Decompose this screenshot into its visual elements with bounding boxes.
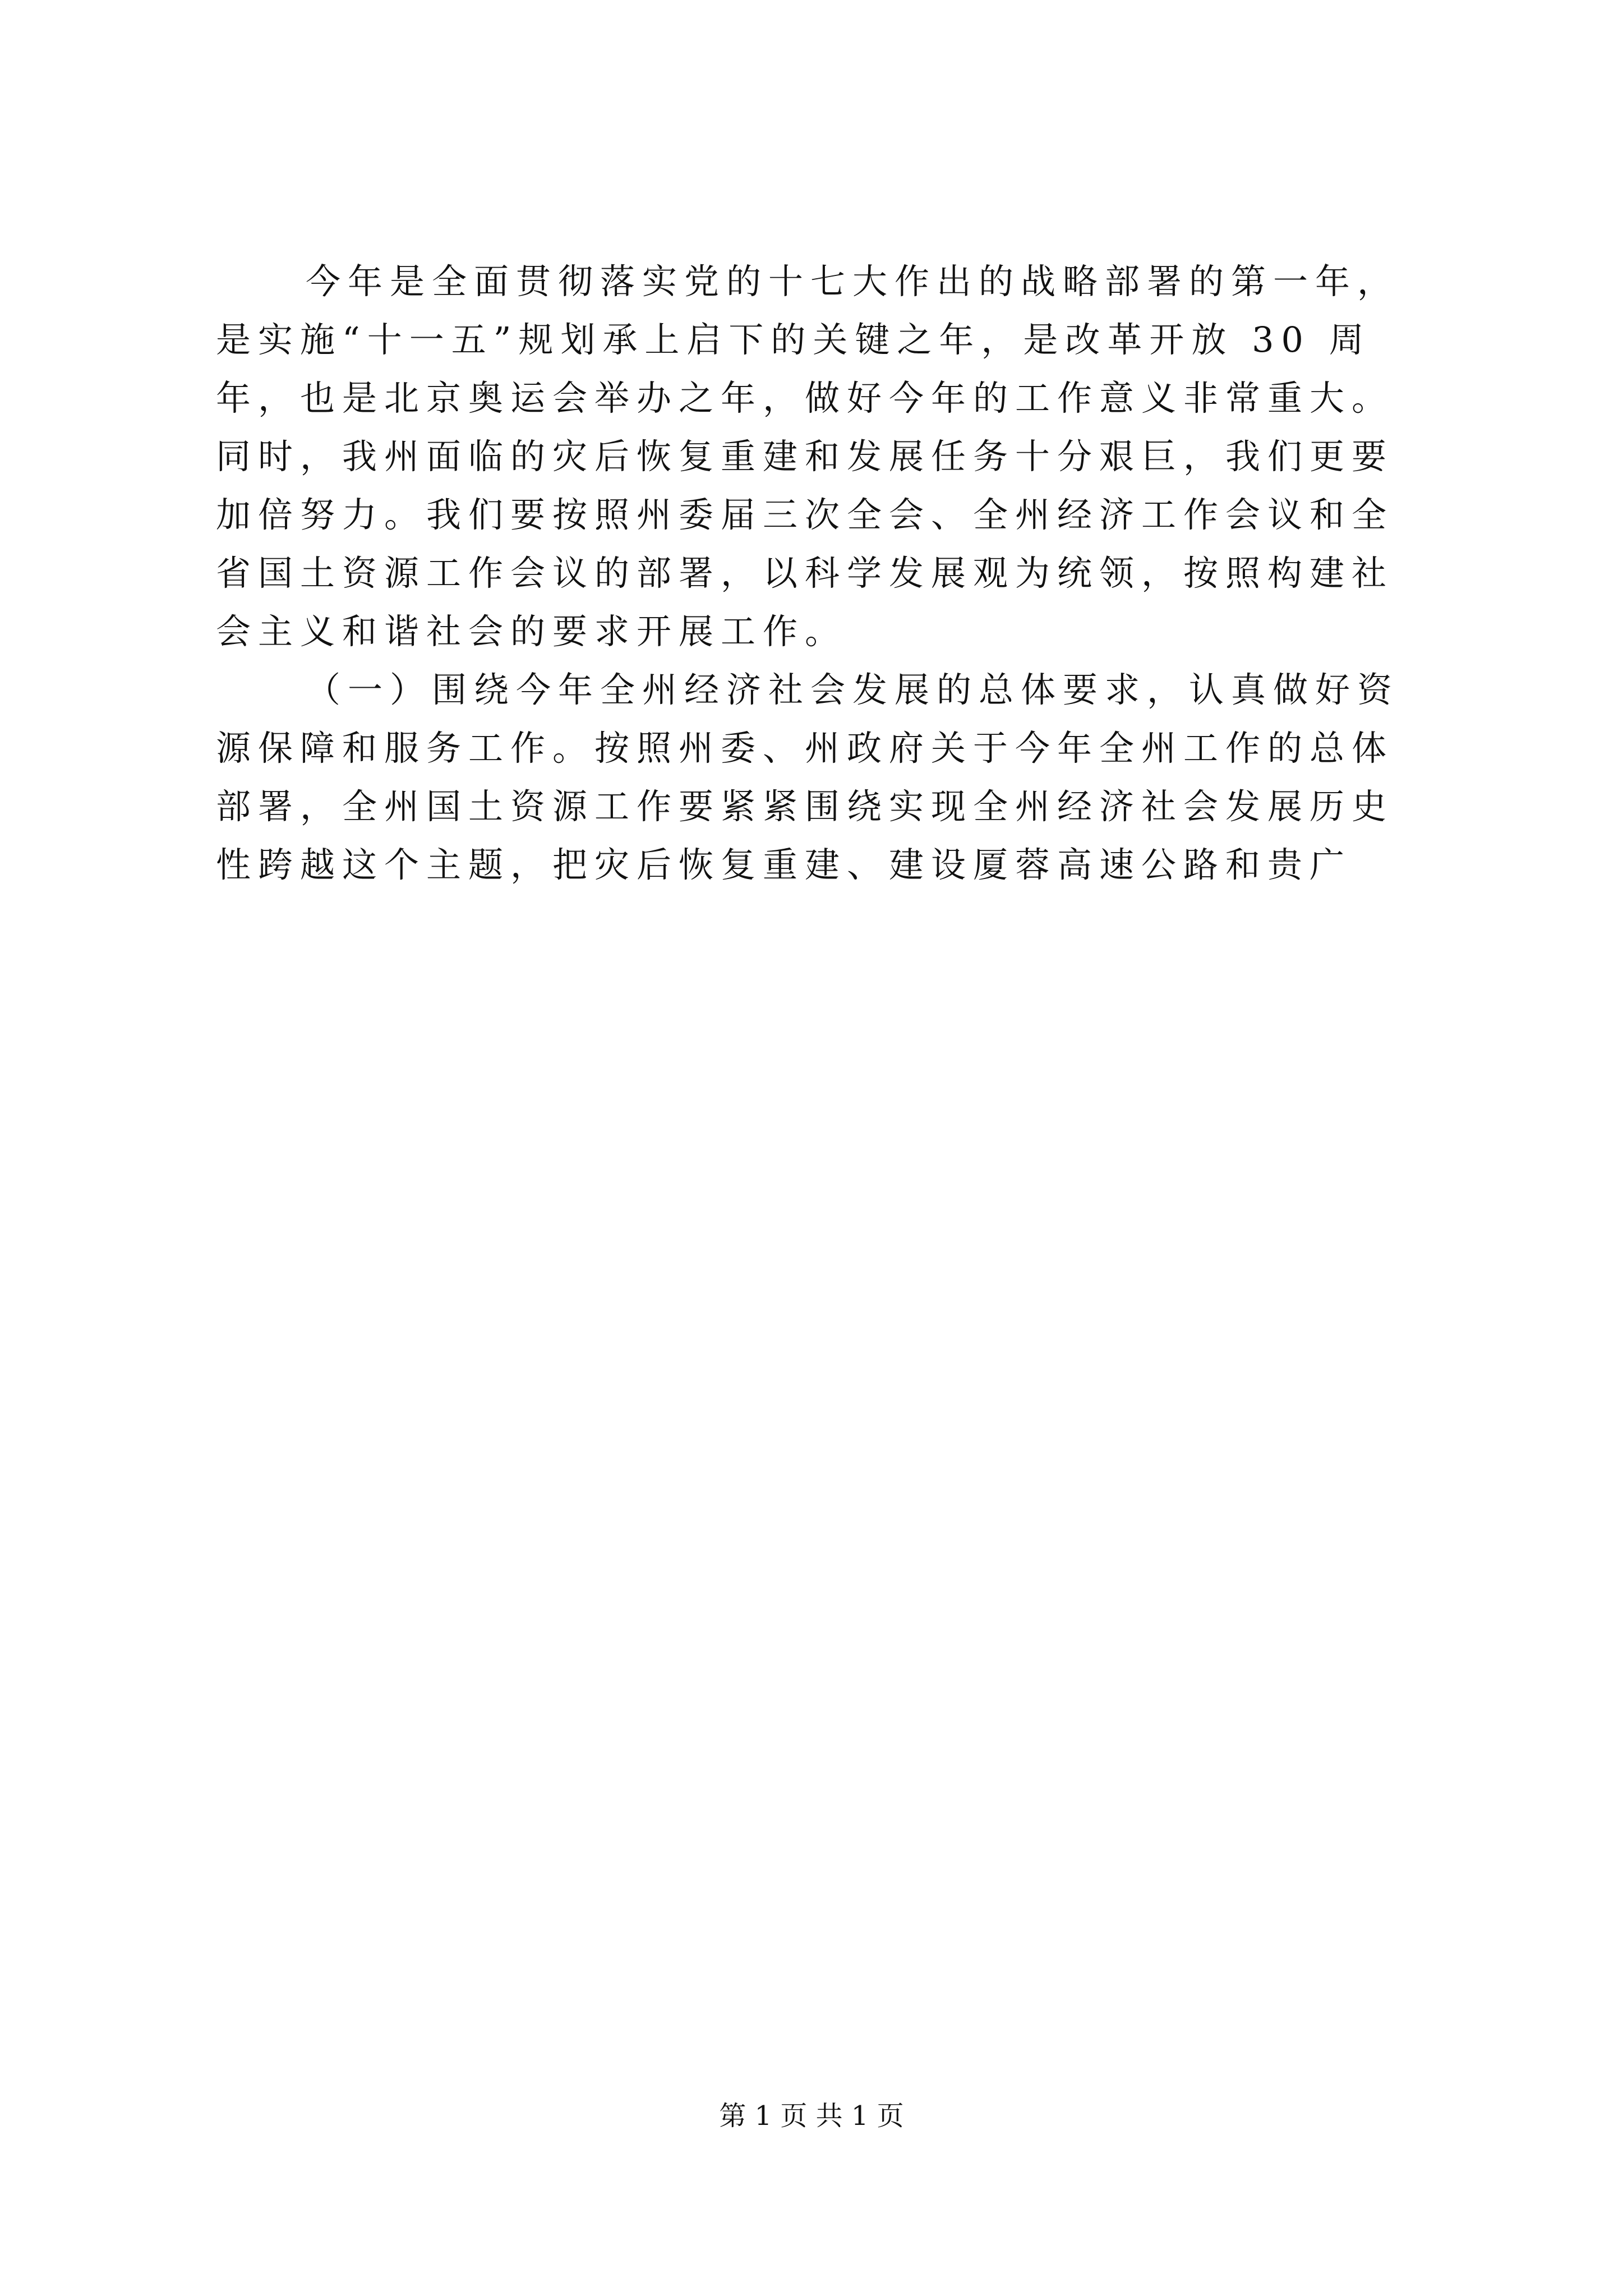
paragraph-2	[216, 661, 1450, 894]
paragraph-line: 省国土资源工作会议的部署，以科学发展观为统领，按照构建社	[216, 553, 1394, 593]
paragraph-line: 源保障和服务工作。按照州委、州政府关于今年全州工作的总体	[216, 728, 1394, 769]
paragraph-line: 同时，我州面临的灾后恢复重建和发展任务十分艰巨，我们更要	[216, 436, 1394, 477]
page-footer: 第 1 页 共 1 页	[719, 2100, 904, 2132]
paragraph-line: 今年是全面贯彻落实党的十七大作出的战略部署的第一年，	[306, 261, 1400, 302]
paragraph-1	[216, 252, 1450, 661]
paragraph-line: 是实施“十一五”规划承上启下的关键之年，是改革开放 30 周	[216, 319, 1371, 360]
paragraph-line: 部署，全州国土资源工作要紧紧围绕实现全州经济社会发展历史	[216, 786, 1394, 827]
paragraph-line: 性跨越这个主题，把灾后恢复重建、建设厦蓉高速公路和贵广	[216, 844, 1352, 885]
paragraph-line: 加倍努力。我们要按照州委届三次全会、全州经济工作会议和全	[216, 494, 1394, 535]
document-body	[216, 252, 1450, 894]
paragraph-line: 会主义和谐社会的要求开展工作。	[216, 611, 847, 652]
paragraph-line: 年，也是北京奥运会举办之年，做好今年的工作意义非常重大。	[216, 378, 1394, 418]
paragraph-line: （一）围绕今年全州经济社会发展的总体要求，认真做好资	[306, 669, 1400, 710]
